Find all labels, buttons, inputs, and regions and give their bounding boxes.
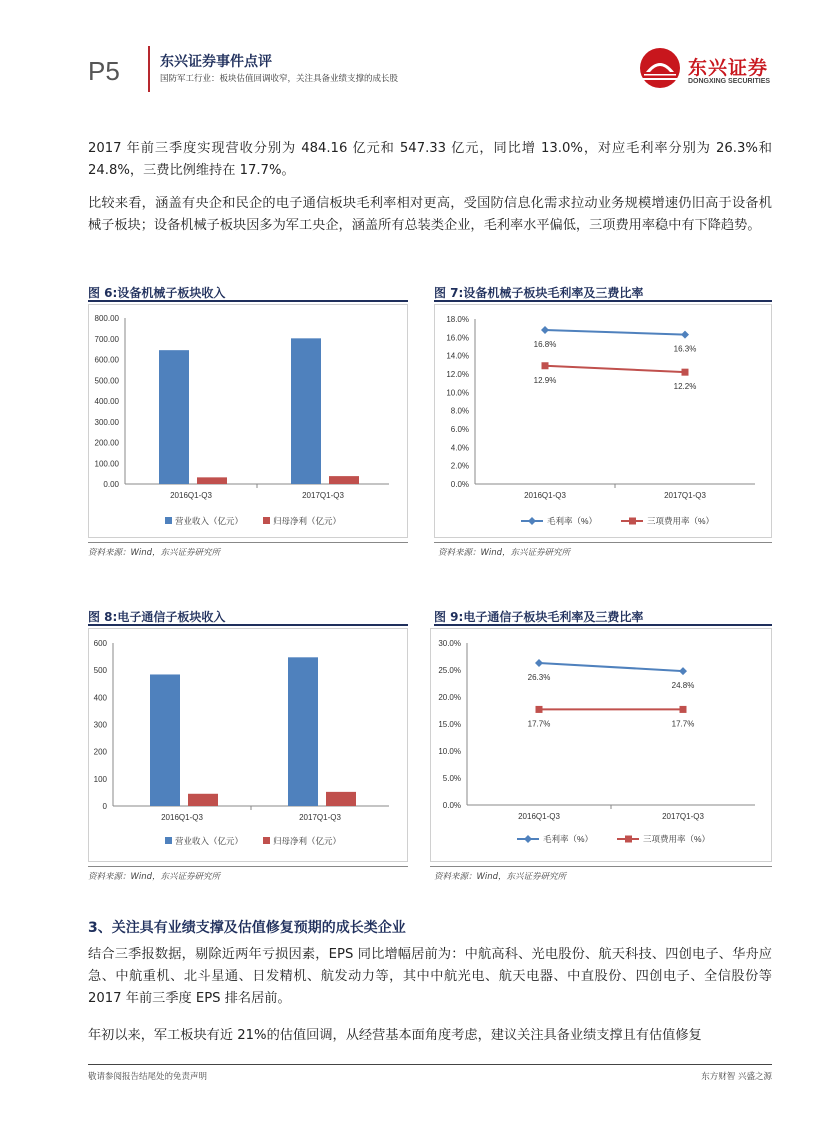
fig9-source-rule — [430, 866, 772, 867]
fig6-ytick-label: 100.00 — [94, 459, 119, 469]
fig9-point-gross-margin — [679, 667, 687, 675]
fig9-xtick-label: 2016Q1-Q3 — [518, 812, 560, 821]
fig7-ytick-label: 8.0% — [450, 406, 469, 416]
fig7-ytick-label: 6.0% — [450, 425, 469, 434]
fig9-data-label: 17.7% — [527, 719, 551, 729]
fig9-point-expense-ratio — [536, 706, 543, 713]
fig6-bar-profit — [197, 477, 227, 484]
fig8-xtick-label: 2016Q1-Q3 — [161, 813, 203, 822]
fig9-line-gross-margin — [539, 663, 683, 671]
fig9-title-rule — [434, 624, 772, 626]
fig7-data-label: 12.9% — [533, 375, 557, 385]
fig7-xtick-label: 2017Q1-Q3 — [664, 491, 706, 500]
fig9-data-label: 24.8% — [671, 681, 695, 691]
fig9-point-expense-ratio — [680, 706, 687, 713]
fig7-source: 资料来源：Wind，东兴证券研究所 — [438, 548, 571, 558]
fig8-legend-swatch — [263, 837, 270, 844]
fig6-bar-revenue — [291, 338, 321, 484]
fig7-data-label: 12.2% — [673, 382, 697, 392]
brand-logo-en: DONGXING SECURITIES — [688, 78, 771, 85]
fig6-source-rule — [88, 542, 408, 543]
fig6-legend-label: 营业收入（亿元） — [175, 516, 244, 526]
fig9-ytick-label: 15.0% — [438, 720, 461, 729]
fig7-ytick-label: 2.0% — [450, 461, 469, 471]
fig7-point-expense-ratio — [542, 362, 549, 369]
fig8-legend-swatch — [165, 837, 172, 844]
fig7-title-rule — [434, 300, 772, 302]
fig7-title: 图 7:设备机械子板块毛利率及三费比率 — [434, 286, 644, 300]
fig8-title-rule — [88, 624, 408, 626]
fig6-xtick-label: 2017Q1-Q3 — [302, 491, 344, 500]
fig8-ytick-label: 100 — [93, 774, 107, 784]
fig8-ytick-label: 500 — [93, 666, 107, 676]
section-3-title: 3、关注具有业绩支撑及估值修复预期的成长类企业 — [88, 920, 406, 936]
fig7-ytick-label: 12.0% — [446, 370, 469, 379]
fig7-chart — [434, 304, 772, 538]
fig9-data-label: 26.3% — [527, 672, 551, 682]
paragraph-eps-leaders: 结合三季报数据，剔除近两年亏损因素，EPS 同比增幅居前为：中航高科、光电股份、航天科技、四创电子、华舟应急、中航重机、北斗星通、日发精机、航发动力等，其中中航光电、航天电器、中直股份、四创电子、全信股份等 2017 年前三季度 EPS 排名居前。 — [88, 947, 772, 1006]
fig9-ytick-label: 25.0% — [438, 666, 461, 675]
fig6-svg — [89, 305, 407, 537]
fig6-ytick-label: 700.00 — [94, 334, 119, 344]
fig8-chart — [88, 628, 408, 862]
fig8-legend-label: 营业收入（亿元） — [175, 836, 244, 846]
fig6-ytick-label: 600.00 — [94, 355, 119, 365]
fig7-svg — [435, 305, 771, 537]
fig7-point-gross-margin — [541, 326, 549, 334]
fig9-ytick-label: 20.0% — [438, 693, 461, 702]
fig7-data-label: 16.3% — [673, 344, 697, 354]
fig8-title: 图 8:电子通信子板块收入 — [88, 610, 226, 624]
fig9-ytick-label: 30.0% — [438, 639, 461, 648]
fig8-ytick-label: 200 — [93, 747, 107, 757]
brand-logo — [638, 44, 788, 92]
fig8-bar-revenue — [288, 657, 318, 806]
fig7-line-expense-ratio — [545, 366, 685, 372]
fig6-ytick-label: 400.00 — [94, 397, 119, 406]
fig7-legend-marker — [629, 518, 636, 525]
fig7-ytick-label: 4.0% — [450, 443, 469, 453]
fig6-xtick-label: 2016Q1-Q3 — [170, 491, 212, 500]
report-title: 东兴证券事件点评 — [160, 54, 272, 70]
fig6-bar-revenue — [159, 350, 189, 484]
fig6-legend-swatch — [165, 517, 172, 524]
fig6-title: 图 6:设备机械子板块收入 — [88, 286, 226, 300]
fig7-legend-label: 三项费用率（%） — [647, 516, 715, 526]
fig8-source: 资料来源：Wind，东兴证券研究所 — [88, 872, 221, 882]
fig9-ytick-label: 10.0% — [438, 747, 461, 756]
fig8-legend-label: 归母净利（亿元） — [273, 836, 342, 846]
fig9-point-gross-margin — [535, 659, 543, 667]
fig8-bar-profit — [326, 792, 356, 806]
fig6-chart — [88, 304, 408, 538]
footer-rule — [88, 1064, 772, 1065]
page-number: P5 — [88, 56, 120, 86]
fig7-ytick-label: 16.0% — [446, 333, 469, 343]
fig7-point-gross-margin — [681, 331, 689, 339]
fig8-ytick-label: 600 — [93, 639, 107, 648]
fig9-title: 图 9:电子通信子板块毛利率及三费比率 — [434, 610, 644, 624]
fig9-legend-marker — [524, 835, 532, 843]
fig9-legend-marker — [625, 836, 632, 843]
fig6-ytick-label: 800.00 — [94, 314, 119, 323]
fig8-ytick-label: 400 — [93, 693, 107, 703]
paragraph-comparison: 比较来看，涵盖有央企和民企的电子通信板块毛利率相对更高，受国防信息化需求拉动业务规模增速仍旧高于设备机械子板块；设备机械子板块因多为军工央企，涵盖所有总装类企业，毛利率水平偏低，三项费用率稳中有下降趋势。 — [88, 196, 772, 233]
fig8-ytick-label: 300 — [93, 720, 107, 730]
fig6-legend-label: 归母净利（亿元） — [273, 516, 342, 526]
fig8-xtick-label: 2017Q1-Q3 — [299, 813, 341, 822]
fig9-data-label: 17.7% — [671, 719, 695, 729]
footer-disclaimer: 敬请参阅报告结尾处的免责声明 — [88, 1072, 208, 1082]
fig8-source-rule — [88, 866, 408, 867]
fig9-ytick-label: 0.0% — [442, 801, 461, 810]
paragraph-valuation: 年初以来，军工板块有近 21%的估值回调，从经营基本面角度考虑，建议关注具备业绩支撑且有估值修复 — [88, 1028, 702, 1043]
paragraph-revenue-summary: 2017 年前三季度实现营收分别为 484.16 亿元和 547.33 亿元，同比增 13.0%，对应毛利率分别为 26.3%和 24.8%，三费比例维持在 17.7%。 — [88, 141, 772, 178]
fig9-chart — [430, 628, 772, 862]
fig9-legend-label: 毛利率（%） — [543, 834, 594, 844]
fig8-ytick-label: 0 — [102, 802, 107, 811]
fig6-title-rule — [88, 300, 408, 302]
fig8-bar-revenue — [150, 674, 180, 806]
fig7-legend-label: 毛利率（%） — [547, 516, 598, 526]
fig8-bar-profit — [188, 794, 218, 806]
fig9-xtick-label: 2017Q1-Q3 — [662, 812, 704, 821]
fig7-data-label: 16.8% — [533, 340, 557, 349]
fig6-ytick-label: 0.00 — [103, 480, 119, 489]
report-subtitle: 国防军工行业：板块估值回调收窄，关注具备业绩支撑的成长股 — [160, 74, 399, 84]
fig9-source: 资料来源：Wind，东兴证券研究所 — [434, 872, 567, 882]
fig6-ytick-label: 200.00 — [94, 438, 119, 448]
footer-slogan: 东方财智 兴盛之源 — [701, 1072, 772, 1082]
fig6-source: 资料来源：Wind，东兴证券研究所 — [88, 548, 221, 558]
fig7-ytick-label: 0.0% — [450, 480, 469, 489]
fig7-source-rule — [434, 542, 772, 543]
fig7-line-gross-margin — [545, 330, 685, 335]
fig9-legend-label: 三项费用率（%） — [643, 834, 711, 844]
fig7-point-expense-ratio — [682, 369, 689, 376]
fig9-ytick-label: 5.0% — [442, 774, 461, 783]
fig6-ytick-label: 300.00 — [94, 417, 119, 427]
fig9-svg — [431, 629, 771, 861]
fig7-ytick-label: 18.0% — [446, 315, 469, 324]
fig6-ytick-label: 500.00 — [94, 376, 119, 386]
fig7-legend-marker — [528, 517, 536, 525]
fig6-bar-profit — [329, 476, 359, 484]
brand-logo-cn: 东兴证券 — [688, 57, 769, 79]
fig6-legend-swatch — [263, 517, 270, 524]
header-separator — [148, 46, 150, 92]
fig7-ytick-label: 10.0% — [446, 388, 469, 398]
fig7-xtick-label: 2016Q1-Q3 — [524, 491, 566, 500]
fig8-svg — [89, 629, 407, 861]
brand-logo-icon — [638, 44, 686, 92]
fig7-ytick-label: 14.0% — [446, 351, 469, 361]
